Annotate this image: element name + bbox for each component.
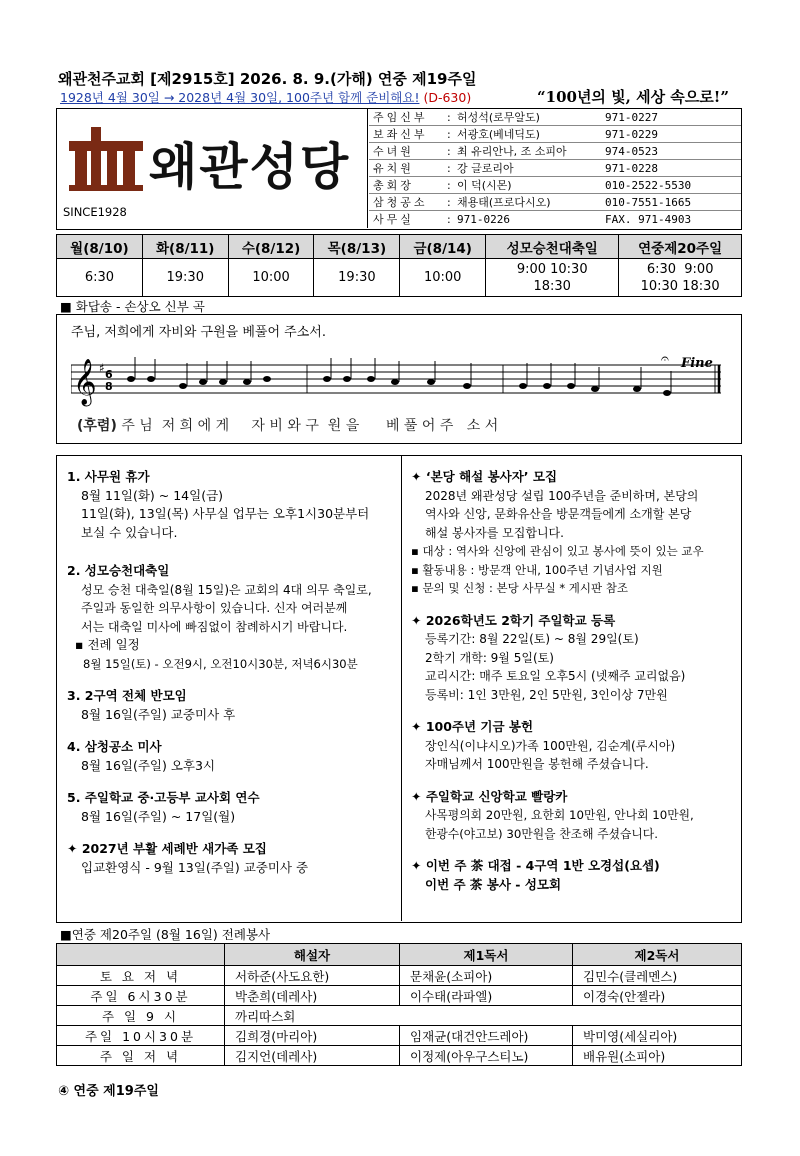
- church-logo-icon: [67, 127, 145, 197]
- logo-text: 왜관성당: [149, 137, 351, 196]
- table-row: 토 요 저 녁 서하준(사도요한) 문채윤(소피아) 김민수(클레멘스): [57, 966, 742, 986]
- day-header: 월(8/10): [57, 235, 143, 259]
- anniversary-dates: 1928년 4월 30일 → 2028년 4월 30일, 100주년 함께 준비해요!: [60, 90, 420, 105]
- contact-row: 보좌신부 : 서광호(베네딕도) 971-0229: [369, 126, 741, 143]
- hymn-box: [56, 314, 742, 444]
- music-staff: [71, 355, 731, 413]
- day-header: 연중제20주일: [619, 235, 742, 259]
- notice-item: ✦ 2027년 부활 세례반 새가족 모집 입교환영식 - 9월 13일(주일) 교중미사 중: [67, 841, 309, 875]
- mass-time: 6:30: [57, 259, 143, 297]
- hymn-title: ■ 화답송 - 손상오 신부 곡: [60, 299, 205, 314]
- contact-row: 수녀원 : 최 유리안나, 조 소피아 974-0523: [369, 143, 741, 160]
- anniversary-line: [60, 88, 471, 106]
- treble-clef-icon: 𝄞: [73, 359, 97, 405]
- notice-item: ✦ 100주년 기금 봉헌 장인식(이냐시오)가족 100만원, 김순계(루시아) 자매님께서 100만원을 봉헌해 주셨습니다.: [411, 719, 676, 771]
- contact-row: 주임신부 : 허성석(로무알도) 971-0227: [369, 109, 741, 126]
- svg-text:8: 8: [105, 380, 113, 393]
- notice-item: ✦ 2026학년도 2학기 주일학교 등록 등록기간: 8월 22일(토) ~ 8월 29일(토) 2학기 개학: 9월 5일(토) 교리시간: 매주 토요일 오후5시 (넷째주 교리없음) 등록비: 1인 3만원, 2인 5만원, 3인이상 7만원: [411, 612, 686, 702]
- slogan: “100년의 빛, 세상 속으로!”: [537, 88, 729, 106]
- day-header: 금(8/14): [400, 235, 486, 259]
- contact-row: 삼청공소 : 채용태(프로다시오) 010-7551-1665: [369, 194, 741, 211]
- parish-info-box: [56, 108, 742, 230]
- notice-item: ✦ ‘본당 해설 봉사자’ 모집 2028년 왜관성당 설립 100주년을 준비하며, 본당의 역사와 신앙, 문화유산을 방문객들에게 소개할 본당 해설 봉사자를 모집합니다. ▪ 대상 : 역사와 신앙에 관심이 있고 봉사에 뜻이 있는 교우 ▪ 활동내용 : 방문객 안내, 100주년 기념사업 지원 ▪ 문의 및 신청 : 본당 사무실 * 게시판 참조: [411, 469, 704, 595]
- mass-time: 19:30: [142, 259, 228, 297]
- mass-time: 9:00 10:30 18:30: [486, 259, 619, 297]
- since-label: SINCE1928: [63, 205, 127, 219]
- service-table: 해설자 제1독서 제2독서 토 요 저 녁 서하준(사도요한) 문채윤(소피아) 김민수(클레멘스) 주일 6시30분 박춘희(데레사) 이수태(라파엘) 이경숙(안젤라) 주 일 9 시 까리따스회 주일 10시30분 김희경(마리아) 임재균(대건안드레아) 박미영(세실리아) 주 일 저 녁 김지언(데레사) 이정제(아우구스티노) 배유원(소피아): [56, 943, 742, 1066]
- mass-schedule-table: [56, 234, 742, 297]
- contact-row: 유치원 : 강 글로리아 971-0228: [369, 160, 741, 177]
- sharp-icon: ♯: [99, 361, 105, 375]
- contact-row: 사무실 : 971-0226 FAX. 971-4903: [373, 213, 692, 226]
- fine-mark: Fine: [681, 356, 713, 371]
- notices-box: [56, 455, 742, 923]
- table-row: 주일 10시30분 김희경(마리아) 임재균(대건안드레아) 박미영(세실리아): [57, 1026, 742, 1046]
- hymn-response: 주님, 저희에게 자비와 구원을 베풀어 주소서.: [71, 325, 326, 340]
- notice-item: 4. 삼청공소 미사 8월 16일(주일) 오후3시: [67, 739, 216, 773]
- contact-row: 총회장 : 이 덕(시몬) 010-2522-5530: [369, 177, 741, 194]
- mass-time: 10:00: [400, 259, 486, 297]
- table-row: 주일 6시30분 박춘희(데레사) 이수태(라파엘) 이경숙(안젤라): [57, 986, 742, 1006]
- countdown: (D-630): [423, 90, 472, 105]
- refrain-label: (후렴): [77, 418, 117, 434]
- day-header: 화(8/11): [142, 235, 228, 259]
- notice-item: 2. 성모승천대축일 성모 승천 대축일(8월 15일)은 교회의 4대 의무 축일로, 주일과 동일한 의무사항이 있습니다. 신자 여러분께 서는 대축일 미사에 빠짐없이 참례하시기 바랍니다. ▪ 전례 일정 8월 15일(토) - 오전9시, 오전10시30분, 저녁6시30분: [67, 563, 372, 671]
- table-row: 주 일 9 시 까리따스회: [57, 1006, 742, 1026]
- notice-item: 3. 2구역 전체 반모임 8월 16일(주일) 교중미사 후: [67, 688, 236, 722]
- day-header: 목(8/13): [314, 235, 400, 259]
- day-header: 성모승천대축일: [486, 235, 619, 259]
- bulletin-title: 왜관천주교회 [제2915호] 2026. 8. 9.(가해) 연중 제19주일: [58, 70, 477, 88]
- table-row: 주 일 저 녁 김지언(데레사) 이정제(아우구스티노) 배유원(소피아): [57, 1046, 742, 1066]
- notice-item: ✦ 주일학교 신앙학교 빨랑카 사목평의회 20만원, 요한회 10만원, 안나회 10만원, 한광수(야고보) 30만원을 찬조해 주셨습니다.: [411, 788, 694, 841]
- mass-time: 10:00: [228, 259, 314, 297]
- mass-time: 6:30 9:00 10:30 18:30: [619, 259, 742, 297]
- notices-right: [411, 468, 737, 908]
- page-footer: ④ 연중 제19주일: [58, 1084, 159, 1099]
- notice-item: 5. 주일학교 중·고등부 교사회 연수 8월 16일(주일) ~ 17일(월): [67, 790, 260, 824]
- contacts-list: [369, 109, 741, 228]
- fermata-icon: 𝄐: [661, 355, 669, 367]
- notices-left: [67, 468, 397, 891]
- logo-area: [57, 109, 368, 228]
- notice-item: 1. 사무원 휴가 8월 11일(화) ~ 14일(금) 11일(화), 13일(목) 사무실 업무는 오후1시30분부터 보실 수 있습니다.: [67, 469, 370, 540]
- notice-item: ✦ 이번 주 茶 대접 - 4구역 1반 오경섭(요셉) 이번 주 茶 봉사 - 성모회: [411, 858, 660, 892]
- hymn-lyrics: (후렴) 주 님 저 희 에 게 자 비 와 구 원 을 베 풀 어 주 소 서: [77, 418, 499, 434]
- service-title: ■연중 제20주일 (8월 16일) 전례봉사: [60, 927, 271, 942]
- svg-text:6: 6: [105, 368, 113, 381]
- mass-time: 19:30: [314, 259, 400, 297]
- day-header: 수(8/12): [228, 235, 314, 259]
